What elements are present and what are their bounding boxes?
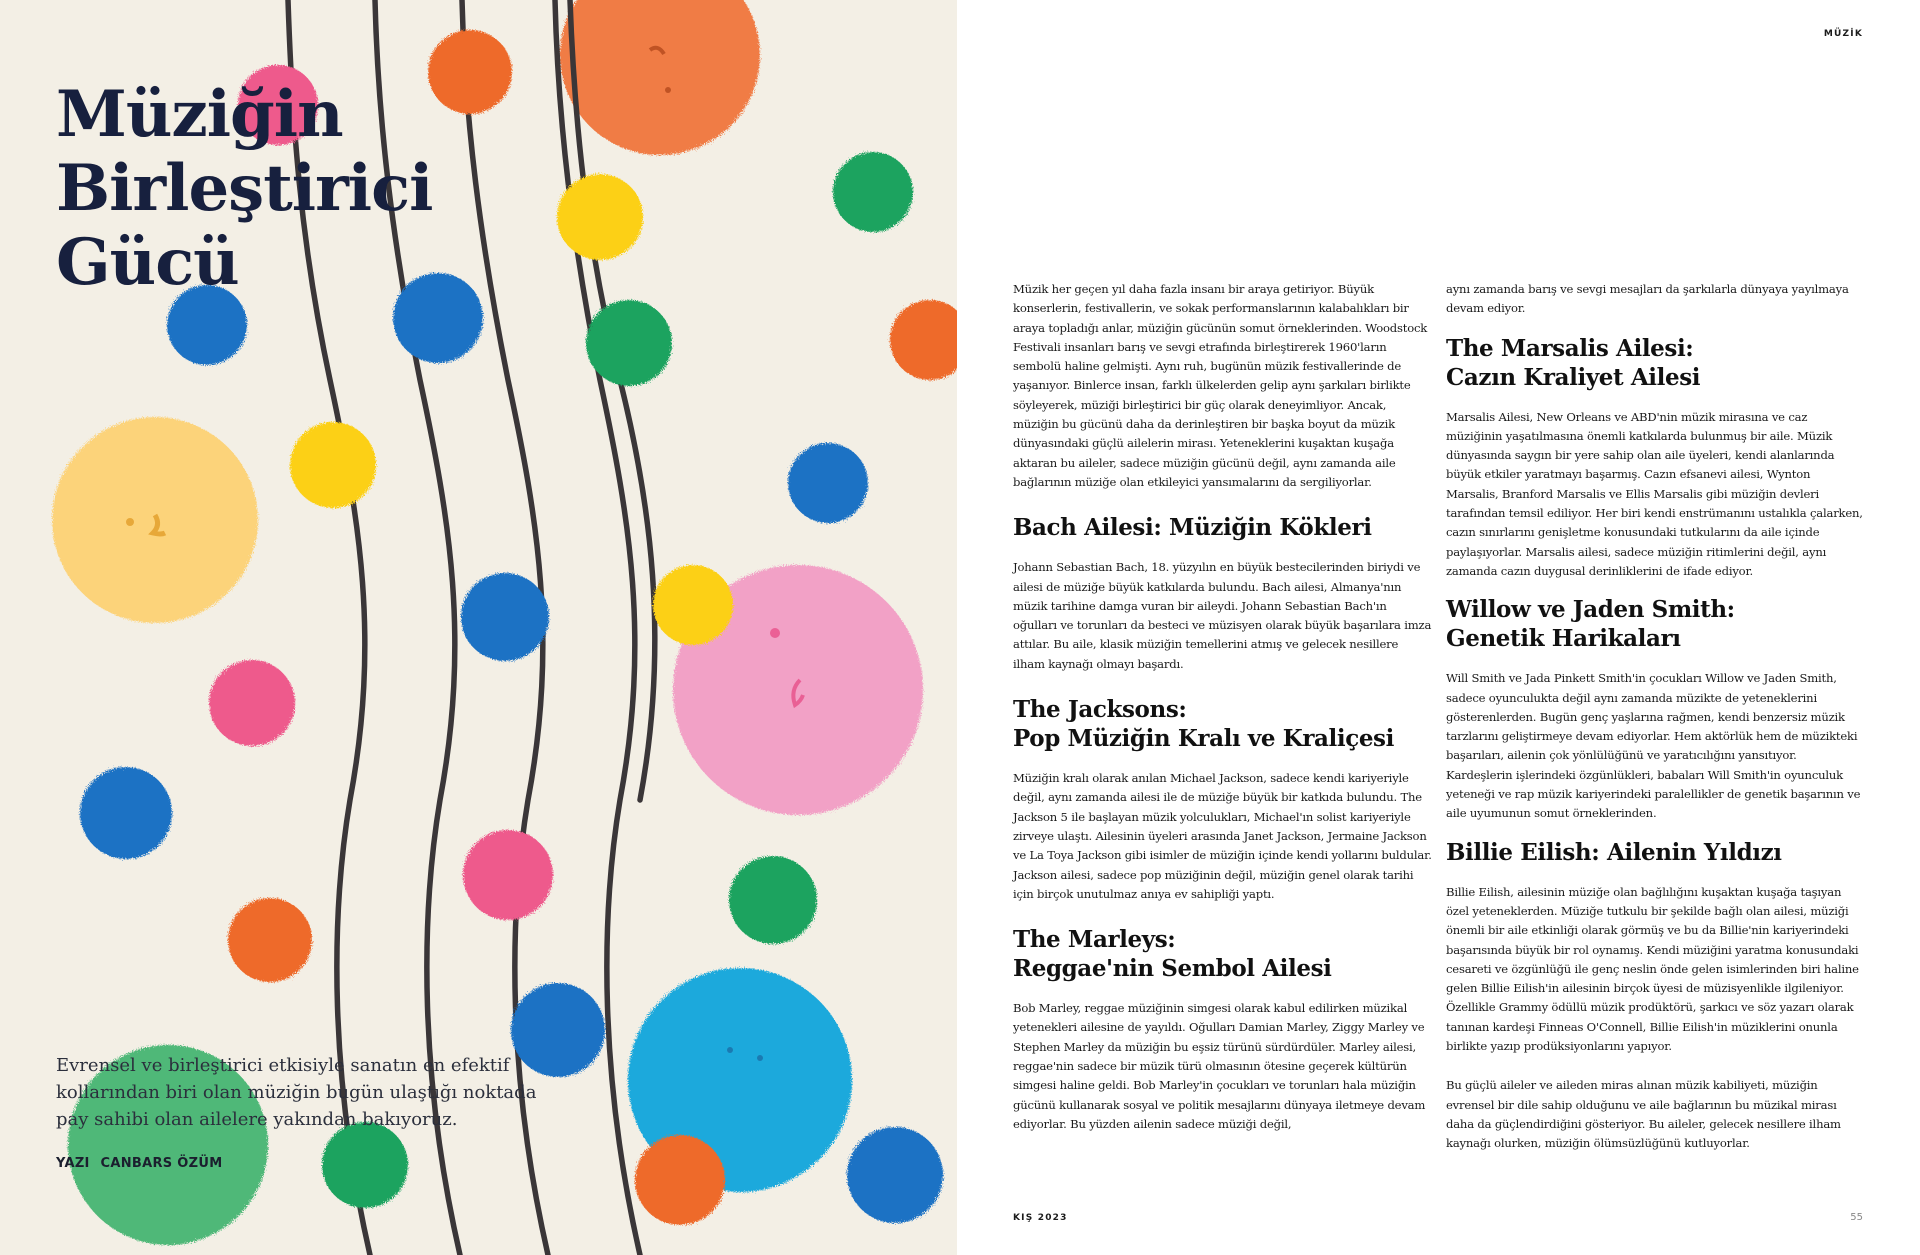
face-mark: [757, 1055, 763, 1061]
dot-orange-red: [635, 1135, 725, 1225]
section-heading: [1446, 334, 1866, 392]
section-jacksons: [1013, 695, 1433, 904]
face-mark: [665, 87, 671, 93]
section-body: Marsalis Ailesi, New Orleans ve ABD'nin müzik mirasına ve caz müziğinin yaşatılmasına önemli katkılarda bulunmuş bir aile. Müzik dünyasında saygın bir yere sahip olan aile üyeleri, kendi alanlarında büyük etkiler yaratmayı başarmış. Cazın efsanevi ailesi, Wynton Marsalis, Branford Marsalis ve Ellis Marsalis gibi müziğin devleri tarafından temsil ediliyor. Her biri kendi enstrümanını ustalıkla çalarken, cazın sınırlarını genişletme konusundaki tutkularını da aile içinde paylaşıyorlar. Marsalis ailesi, sadece müziğin ritimlerini değil, aynı zamanda cazın duygusal derinliklerini de ifade ediyor.: [1446, 409, 1863, 578]
intro-deck: Evrensel ve birleştirici etkisiyle sanatın en efektif kollarından biri olan müziğin bugün ulaştığı noktada pay sahibi olan ailelere yakından bakıyoruz.: [56, 1055, 537, 1130]
text-column-1: [1013, 280, 1433, 1134]
section-heading: [1013, 695, 1433, 753]
heading-line: The Marsalis Ailesi:: [1446, 334, 1694, 362]
section-heading: [1446, 595, 1866, 653]
dot-yellow: [653, 565, 733, 645]
section-heading: [1446, 838, 1866, 867]
dot-pink: [209, 660, 295, 746]
title-line-2: Birleştirici Gücü: [56, 151, 433, 300]
closing-paragraph: Bu güçlü aileler ve aileden miras alınan müzik kabiliyeti, müziğin evrensel bir dile sahip olduğunu ve aile bağlarının bu müzikal mirası daha da güçlendirdiğini gösteriyor. Bu aileler, gelecek nesillere ilham kaynağı olurken, müziğin ölümsüzlüğünü kutluyorlar.: [1446, 1078, 1841, 1151]
text-column-2: [1446, 280, 1866, 1154]
section-body: Bob Marley, reggae müziğinin simgesi olarak kabul edilirken müzikal yetenekleri ailesine de yayıldı. Oğulları Damian Marley, Ziggy Marley ve Stephen Marley da müziğin bu eşsiz türünü sürdürdüler. Marley ailesi, reggae'nin sadece bir müzik türü olmasının ötesine geçerek kültürün simgesi haline geldi. Bob Marley'in çocukları ve torunları hala müziğin gücünü kullanarak sosyal ve politik mesajlarını dünyaya iletmeye devam ediyorlar. Bu yüzden ailenin sadece müziği değil,: [1013, 1001, 1426, 1131]
dot-blue: [461, 573, 549, 661]
section-heading: [1013, 925, 1433, 983]
heading-line: Bach Ailesi: Müziğin Kökleri: [1013, 514, 1372, 542]
dot-blue: [788, 443, 868, 523]
dot-orange-red: [228, 898, 312, 982]
face-mark: [727, 1047, 733, 1053]
heading-line: Willow ve Jaden Smith:: [1446, 596, 1735, 624]
dot-green: [322, 1122, 408, 1208]
issue-label: KIŞ 2023: [1013, 1213, 1068, 1223]
heading-line: The Marleys:: [1013, 926, 1176, 954]
heading-line: Cazın Kraliyet Ailesi: [1446, 363, 1701, 391]
heading-line: Reggae'nin Sembol Ailesi: [1013, 955, 1332, 983]
section-body: Billie Eilish, ailesinin müziğe olan bağlılığını kuşaktan kuşağa taşıyan özel yeteneklerden. Müziğe tutkulu bir şekilde bağlı olan ailesi, müziği önemli bir aile etkinliği olarak görmüş ve bu da Billie'nin kariyerindeki başarısında büyük bir rol oynamış. Kendi müziğini yaratma konusundaki cesareti ve özgünlüğü ile genç neslin önde gelen isimlerinden biri haline gelen Billie Eilish'in ailesinin birçok üyesi de müzisyenlikle ilgileniyor. Özellikle Grammy ödüllü müzik prodüktörü, şarkıcı ve söz yazarı olarak tanınan kardeşi Finneas O'Connell, Billie Eilish'in müziklerini onunla birlikte yazıp prodüksiyonlarını yapıyor.: [1446, 884, 1859, 1054]
section-marsalis: [1446, 334, 1866, 582]
section-body: Müziğin kralı olarak anılan Michael Jackson, sadece kendi kariyeriyle değil, aynı zamanda ailesi ile de müziğe büyük bir katkıda bulundu. The Jackson 5 ile başlayan müzik yolculukları, Michael'ın solist kariyeriyle zirveye ulaştı. Ailesinin üyeleri arasında Janet Jackson, Jermaine Jackson ve La Toya Jackson gibi isimler de müziğin içinde kendi yollarını buldular. Jackson ailesi, sadece pop müziğinin değil, müziğin genel olarak tarihi için birçok unutulmaz anıya ev sahipliği yaptı.: [1013, 771, 1432, 901]
dot-blue: [80, 767, 172, 859]
title-line-1: Müziğin: [56, 77, 343, 152]
intro-paragraph: Müzik her geçen yıl daha fazla insanı bir araya getiriyor. Büyük konserlerin, festivallerin, ve sokak performanslarının kalabalıkları bir araya topladığı anlar, müziğin gücünün somut örneklerinden. Woodstock Festivali insanları barış ve sevgi etrafında birleştirerek 1960'ların sembolü haline gelmişti. Aynı ruh, bugünün müzik festivallerinde de yaşanıyor. Binlerce insan, farklı ülkelerden gelip aynı şarkıları birlikte söyleyerek, müziği birleştirici bir güç olarak deneyimliyor. Ancak, müziğin bu gücünü daha da derinleştiren bir başka boyut da müzik dünyasındaki güçlü ailelerin mirası. Yeteneklerini kuşaktan kuşağa aktaran bu aileler, sadece müziğin gücünü değil, aynı zamanda aile bağlarının müziğe olan etkileyici yansımalarını da sergiliyorlar.: [1013, 282, 1428, 489]
section-bach: [1013, 513, 1433, 674]
section-tag: MÜZİK: [1823, 29, 1863, 39]
article-title: [56, 78, 616, 300]
heading-line: Billie Eilish: Ailenin Yıldızı: [1446, 838, 1782, 866]
face-mark: [770, 628, 780, 638]
dot-blue: [847, 1127, 943, 1223]
section-eilish: [1446, 838, 1866, 1154]
dot-pink: [463, 830, 553, 920]
page-number: 55: [1850, 1212, 1863, 1223]
right-page: [957, 0, 1920, 1255]
section-marleys: [1013, 925, 1433, 1134]
face-mark: [126, 518, 134, 526]
byline-author: CANBARS ÖZÜM: [100, 1156, 223, 1171]
section-body: Will Smith ve Jada Pinkett Smith'in çocukları Willow ve Jaden Smith, sadece oyunculukta değil aynı zamanda müzikte de yeteneklerini gösterenlerden. Bugün genç yaşlarına rağmen, kendi benzersiz müzik tarzlarını geliştirmeye devam ediyorlar. Hem aktörlük hem de müzikteki başarıları, ailenin çok yönlülüğünü ve yaratıcılığını yansıtıyor. Kardeşlerin işlerindeki özgünlükleri, babaları Will Smith'in oyunculuk yeteneği ve rap müzik kariyerindeki paralellikler de genetik başarının ve aile uyumunun somut örneklerinden.: [1446, 671, 1861, 821]
dot-green: [729, 856, 817, 944]
section-body: Johann Sebastian Bach, 18. yüzyılın en büyük bestecilerinden biriydi ve ailesi de müziğe büyük katkılarda bulundu. Bach ailesi, Almanya'nın müzik tarihine damga vuran bir aileydi. Johann Sebastian Bach'ın oğulları ve torunları da besteci ve müzisyen olarak büyük başarılara imza attılar. Bu aile, klasik müziğin temellerini atmış ve gelecek nesillere ilham kaynağı olmayı başardı.: [1013, 560, 1432, 671]
heading-line: The Jacksons:: [1013, 696, 1187, 724]
continued-paragraph: aynı zamanda barış ve sevgi mesajları da şarkılarla dünyaya yayılmaya devam ediyor.: [1446, 282, 1849, 316]
heading-line: Genetik Harikaları: [1446, 625, 1681, 653]
section-heading: [1013, 513, 1433, 542]
byline-label: YAZI: [56, 1156, 90, 1171]
byline: [56, 1156, 222, 1171]
section-smith: [1446, 595, 1866, 823]
dot-green: [833, 152, 913, 232]
left-page: [0, 0, 957, 1255]
dot-green: [586, 300, 672, 386]
dot-yellow: [290, 422, 376, 508]
heading-line: Pop Müziğin Kralı ve Kraliçesi: [1013, 725, 1394, 753]
